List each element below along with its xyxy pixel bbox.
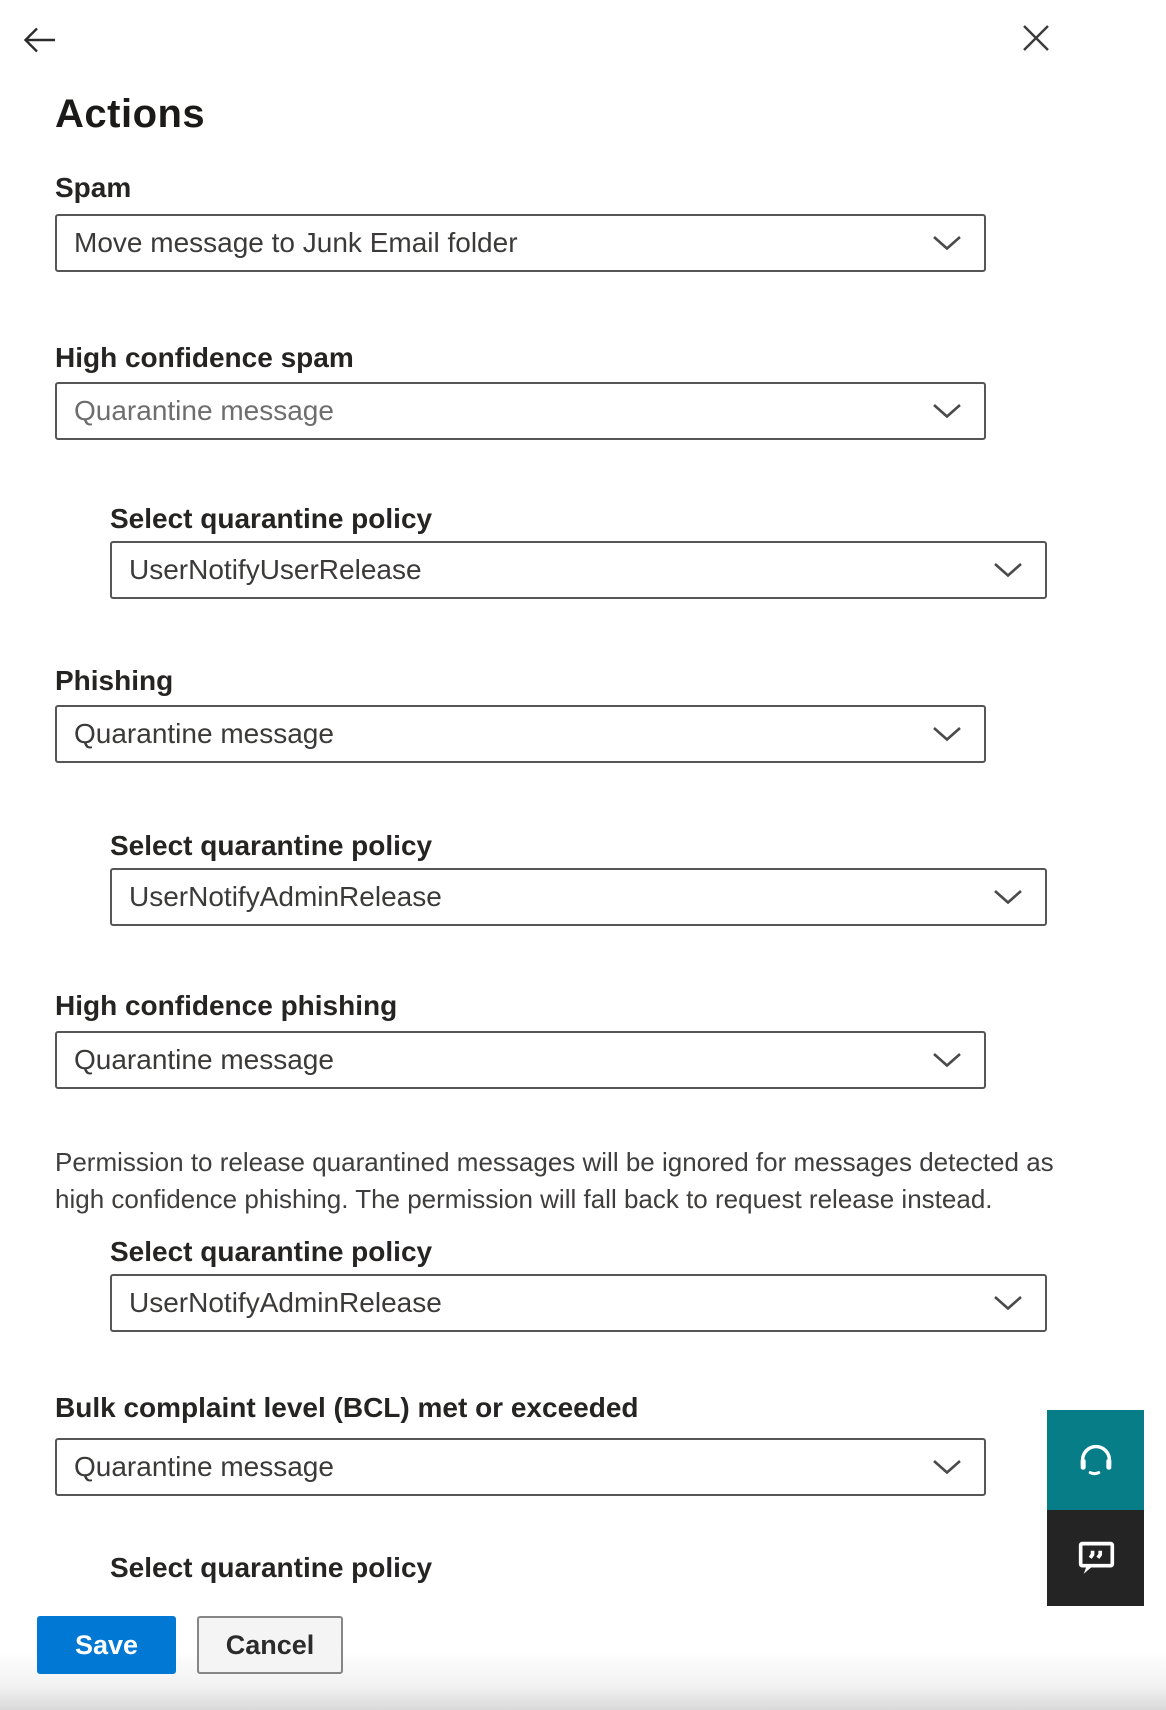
chevron-down-icon [932, 235, 962, 251]
support-button[interactable] [1047, 1410, 1144, 1510]
field-label-high-confidence-phishing: High confidence phishing [55, 990, 398, 1021]
back-arrow-icon [21, 23, 59, 57]
high-confidence-spam-action-dropdown[interactable] [55, 382, 986, 440]
chevron-down-icon [993, 562, 1023, 578]
hcp-quarantine-policy-dropdown[interactable] [110, 1274, 1047, 1332]
field-label-phishing-quarantine-policy: Select quarantine policy [110, 830, 433, 861]
high-confidence-phishing-notice [55, 1144, 1054, 1218]
dropdown-value: UserNotifyAdminRelease [129, 1287, 442, 1318]
save-button[interactable]: Save [37, 1616, 176, 1674]
hcs-quarantine-policy-dropdown[interactable] [110, 541, 1047, 599]
close-button[interactable] [1016, 18, 1056, 58]
bcl-action-dropdown[interactable] [55, 1438, 986, 1496]
footer-bar [0, 1586, 1166, 1710]
notice-line: Permission to release quarantined messages will be ignored for messages detected as [55, 1147, 1054, 1177]
dropdown-value: Quarantine message [74, 1044, 334, 1075]
dropdown-value: Move message to Junk Email folder [74, 227, 518, 258]
spam-action-dropdown[interactable] [55, 214, 986, 272]
feedback-speech-bubble-icon [1073, 1535, 1119, 1581]
chevron-down-icon [932, 1052, 962, 1068]
chevron-down-icon [932, 1459, 962, 1475]
phishing-quarantine-policy-dropdown[interactable] [110, 868, 1047, 926]
chevron-down-icon [932, 403, 962, 419]
phishing-action-dropdown[interactable] [55, 705, 986, 763]
feedback-button[interactable] [1047, 1510, 1144, 1606]
page-title: Actions [55, 92, 206, 136]
dropdown-value: UserNotifyAdminRelease [129, 881, 442, 912]
chevron-down-icon [932, 726, 962, 742]
headset-icon [1073, 1437, 1119, 1483]
chevron-down-icon [993, 889, 1023, 905]
field-label-hcs-quarantine-policy: Select quarantine policy [110, 503, 433, 534]
chevron-down-icon [993, 1295, 1023, 1311]
dropdown-value: Quarantine message [74, 1451, 334, 1482]
dropdown-value: Quarantine message [74, 718, 334, 749]
field-label-phishing: Phishing [55, 665, 174, 696]
notice-line: high confidence phishing. The permission will fall back to request release instead. [55, 1184, 993, 1214]
field-label-hcp-quarantine-policy: Select quarantine policy [110, 1236, 433, 1267]
close-icon [1019, 21, 1053, 55]
field-label-spam: Spam [55, 172, 132, 203]
field-label-high-confidence-spam: High confidence spam [55, 342, 354, 373]
dropdown-value: UserNotifyUserRelease [129, 554, 422, 585]
dropdown-value: Quarantine message [74, 395, 334, 426]
field-label-bcl-quarantine-policy: Select quarantine policy [110, 1552, 433, 1583]
back-button[interactable] [20, 20, 60, 60]
field-label-bcl: Bulk complaint level (BCL) met or exceeded [55, 1392, 639, 1423]
high-confidence-phishing-action-dropdown[interactable] [55, 1031, 986, 1089]
cancel-button[interactable]: Cancel [197, 1616, 343, 1674]
